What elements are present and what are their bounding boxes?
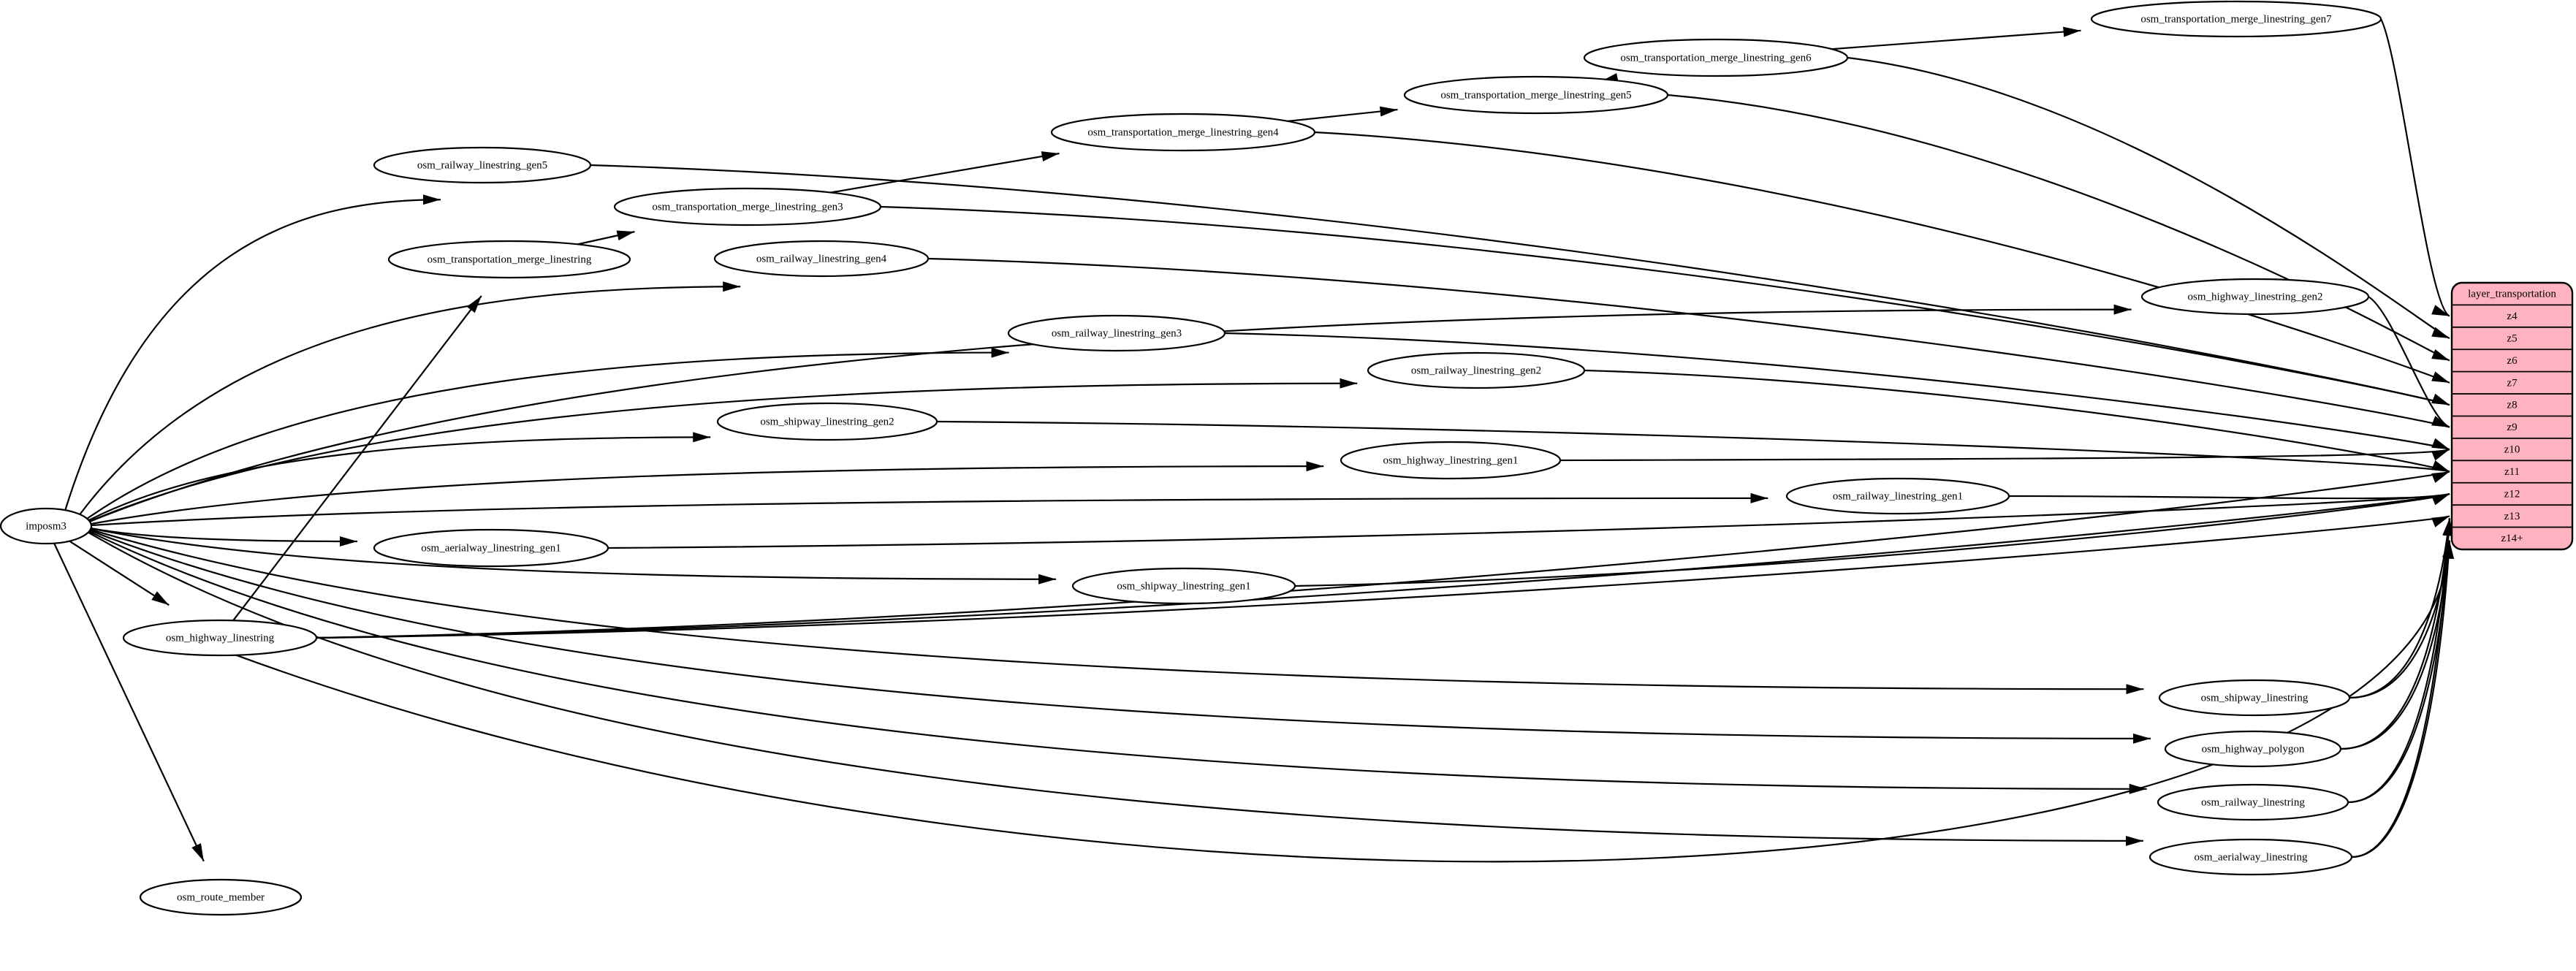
edge-imposm3--osm_railway_linestring_gen1 bbox=[91, 498, 1768, 525]
record-row-z14+: z14+ bbox=[2501, 533, 2523, 545]
node-label-osm_shipway_linestring: osm_shipway_linestring bbox=[2200, 692, 2309, 704]
record-row-z10: z10 bbox=[2504, 443, 2520, 456]
node-label-osm_aerialway_linestring_gen1: osm_aerialway_linestring_gen1 bbox=[421, 542, 561, 555]
node-label-osm_route_member: osm_route_member bbox=[177, 891, 265, 904]
node-osm_aerialway_linestring bbox=[2150, 839, 2352, 875]
edge-osm_transportation_merge_linestring_gen4--row-z7 bbox=[1315, 132, 2450, 383]
edge-imposm3--osm_route_member bbox=[54, 544, 204, 861]
node-osm_railway_linestring_gen3 bbox=[1008, 316, 1225, 351]
record-row-z12: z12 bbox=[2504, 488, 2520, 500]
node-osm_transportation_merge_linestring_gen5 bbox=[1405, 77, 1668, 113]
record-row-z5: z5 bbox=[2507, 332, 2518, 345]
node-label-osm_railway_linestring_gen1: osm_railway_linestring_gen1 bbox=[1832, 490, 1964, 503]
edge-osm_railway_linestring_gen3--row-z10 bbox=[1225, 333, 2450, 449]
edge-osm_highway_linestring_gen1--row-z10 bbox=[1560, 449, 2450, 460]
node-osm_highway_linestring_gen2 bbox=[2142, 279, 2368, 314]
edge-osm_railway_linestring_gen2--row-z11 bbox=[1584, 370, 2450, 472]
node-osm_highway_linestring bbox=[124, 620, 316, 655]
node-osm_railway_linestring bbox=[2158, 785, 2348, 820]
node-label-osm_transportation_merge_linestring_gen6: osm_transportation_merge_linestring_gen6 bbox=[1620, 52, 1812, 64]
record-row-z4: z4 bbox=[2507, 311, 2518, 323]
edge-imposm3--osm_shipway_linestring_gen2 bbox=[89, 437, 711, 520]
record-row-z13: z13 bbox=[2504, 510, 2520, 522]
edge-imposm3--osm_highway_polygon bbox=[90, 530, 2151, 739]
record-row-z9: z9 bbox=[2507, 422, 2518, 434]
node-osm_highway_linestring_gen1 bbox=[1341, 442, 1560, 479]
node-label-osm_highway_polygon: osm_highway_polygon bbox=[2201, 743, 2305, 755]
edge-osm_transportation_merge_linestring_gen5--row-z6 bbox=[1668, 95, 2450, 360]
node-osm_route_member bbox=[140, 880, 301, 915]
edge-osm_highway_linestring--osm_transportation_merge_linestring bbox=[233, 296, 482, 620]
node-label-osm_transportation_merge_linestring_gen5: osm_transportation_merge_linestring_gen5 bbox=[1440, 89, 1632, 102]
edge-imposm3--osm_railway_linestring_gen4 bbox=[80, 286, 740, 514]
edge-imposm3--osm_highway_linestring_gen1 bbox=[91, 466, 1324, 524]
node-osm_shipway_linestring_gen2 bbox=[718, 403, 937, 440]
node-osm_transportation_merge_linestring_gen7 bbox=[2091, 1, 2381, 37]
record-row-z7: z7 bbox=[2507, 377, 2518, 389]
node-label-osm_railway_linestring: osm_railway_linestring bbox=[2201, 796, 2305, 809]
record-row-z8: z8 bbox=[2507, 399, 2518, 411]
node-osm_aerialway_linestring_gen1 bbox=[374, 530, 608, 566]
edge-osm_highway_linestring--row-z12 bbox=[316, 494, 2450, 638]
node-label-osm_highway_linestring_gen2: osm_highway_linestring_gen2 bbox=[2187, 291, 2323, 303]
record-row-z6: z6 bbox=[2507, 354, 2518, 367]
node-label-osm_railway_linestring_gen5: osm_railway_linestring_gen5 bbox=[417, 159, 548, 172]
edge-osm_highway_linestring--row-z14+ bbox=[236, 541, 2450, 862]
node-osm_railway_linestring_gen5 bbox=[374, 148, 590, 183]
edge-osm_highway_linestring_gen2--row-z9 bbox=[2368, 297, 2450, 427]
edge-osm_transportation_merge_linestring--osm_transportation_merge_linestring_gen3 bbox=[577, 232, 634, 244]
edge-osm_aerialway_linestring--row-z13 bbox=[2352, 518, 2450, 857]
edge-osm_transportation_merge_linestring_gen4--osm_transportation_merge_linestring_gen5 bbox=[1288, 110, 1397, 121]
node-label-osm_shipway_linestring_gen2: osm_shipway_linestring_gen2 bbox=[760, 416, 894, 428]
node-label-osm_highway_linestring: osm_highway_linestring bbox=[165, 632, 275, 644]
record-row-z11: z11 bbox=[2504, 465, 2520, 478]
node-osm_transportation_merge_linestring_gen4 bbox=[1052, 114, 1315, 151]
node-osm_highway_polygon bbox=[2165, 731, 2341, 766]
node-osm_transportation_merge_linestring_gen3 bbox=[615, 189, 881, 225]
edge-imposm3--osm_railway_linestring_gen5 bbox=[65, 199, 441, 510]
node-osm_transportation_merge_linestring bbox=[389, 241, 630, 278]
node-osm_railway_linestring_gen2 bbox=[1368, 353, 1584, 388]
node-label-osm_shipway_linestring_gen1: osm_shipway_linestring_gen1 bbox=[1117, 580, 1251, 593]
edge-osm_transportation_merge_linestring_gen7--row-z4 bbox=[2381, 19, 2450, 316]
node-label-osm_railway_linestring_gen3: osm_railway_linestring_gen3 bbox=[1051, 327, 1182, 340]
node-label-osm_transportation_merge_linestring_gen4: osm_transportation_merge_linestring_gen4 bbox=[1087, 126, 1279, 139]
edge-osm_highway_polygon--row-z13 bbox=[2341, 518, 2450, 749]
node-label-osm_highway_linestring_gen1: osm_highway_linestring_gen1 bbox=[1383, 454, 1519, 467]
node-label-osm_transportation_merge_linestring: osm_transportation_merge_linestring bbox=[427, 254, 592, 266]
edge-osm_shipway_linestring_gen2--row-z11 bbox=[937, 422, 2450, 472]
node-label-osm_railway_linestring_gen4: osm_railway_linestring_gen4 bbox=[756, 253, 887, 265]
edge-imposm3--osm_aerialway_linestring_gen1 bbox=[91, 528, 357, 541]
node-osm_railway_linestring_gen1 bbox=[1787, 479, 2009, 514]
node-osm_shipway_linestring_gen1 bbox=[1073, 568, 1295, 603]
node-osm_railway_linestring_gen4 bbox=[715, 241, 928, 276]
record-title: layer_transportation bbox=[2468, 288, 2556, 300]
node-label-osm_transportation_merge_linestring_gen7: osm_transportation_merge_linestring_gen7 bbox=[2140, 13, 2332, 26]
node-label-imposm3: imposm3 bbox=[26, 520, 67, 533]
edge-osm_transportation_merge_linestring_gen3--osm_transportation_merge_linestring_gen4 bbox=[831, 153, 1060, 193]
record-layer_transportation bbox=[2452, 283, 2572, 549]
edge-osm_railway_linestring_gen1--row-z12 bbox=[2009, 494, 2450, 498]
node-label-osm_railway_linestring_gen2: osm_railway_linestring_gen2 bbox=[1410, 365, 1542, 377]
node-osm_shipway_linestring bbox=[2159, 680, 2349, 715]
edge-osm_transportation_merge_linestring_gen6--osm_transportation_merge_linestring_gen7 bbox=[1832, 31, 2081, 49]
node-label-osm_transportation_merge_linestring_gen3: osm_transportation_merge_linestring_gen3 bbox=[652, 201, 843, 213]
node-osm_transportation_merge_linestring_gen6 bbox=[1584, 39, 1847, 76]
node-label-osm_aerialway_linestring: osm_aerialway_linestring bbox=[2194, 851, 2308, 864]
node-imposm3 bbox=[1, 509, 91, 544]
edge-imposm3--osm_highway_linestring bbox=[69, 541, 169, 606]
